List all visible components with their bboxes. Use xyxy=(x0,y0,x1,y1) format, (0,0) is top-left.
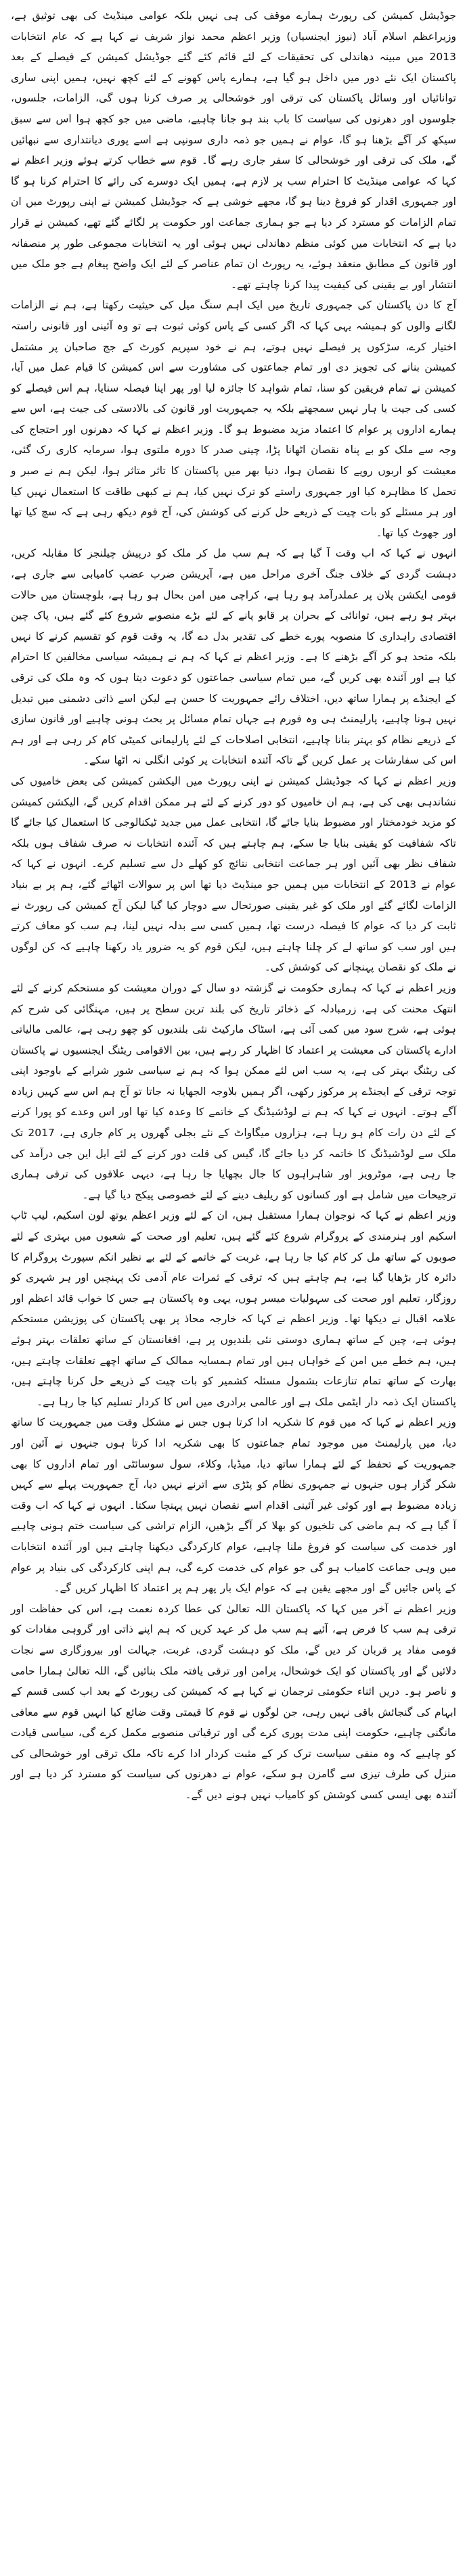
article-body xyxy=(11,5,456,1806)
article-paragraph: انہوں نے کہا کہ اب وقت آ گیا ہے کہ ہم سب مل کر ملک کو درپیش چیلنجز کا مقابلہ کریں، دہشت گردی کے خلاف جنگ آخری مراحل میں ہے، آپریشن ضرب عضب کامیابی سے جاری ہے، قومی ایکشن پلان پر عملدرآمد ہو رہا ہے، کراچی میں امن بحال ہو رہا ہے، بلوچستان میں حالات بہتر ہو رہے ہیں، توانائی کے بحران پر قابو پانے کے لئے بڑے منصوبے شروع کئے گئے ہیں، پاک چین اقتصادی راہداری کا منصوبہ پورے خطے کی تقدیر بدل دے گا، یہ وقت قوم کو تقسیم کرنے کا نہیں بلکہ متحد ہو کر آگے بڑھنے کا ہے۔ وزیر اعظم نے کہا کہ ہم نے ہمیشہ سیاسی مخالفین کا احترام کیا ہے اور آئندہ بھی کریں گے، میں تمام سیاسی جماعتوں کو دعوت دیتا ہوں کہ وہ ملک کی ترقی کے ایجنڈے پر ہمارا ساتھ دیں، اختلاف رائے جمہوریت کا حسن ہے لیکن اسے ذاتی دشمنی میں تبدیل نہیں ہونا چاہیے، پارلیمنٹ ہی وہ فورم ہے جہاں تمام مسائل پر بحث ہونی چاہیے اور قانون سازی کے ذریعے نظام کو بہتر بنانا چاہیے، انتخابی اصلاحات کے لئے پارلیمانی کمیٹی کام کر رہی ہے اور ہم اس کی سفارشات پر عمل کریں گے تاکہ آئندہ انتخابات پر کوئی انگلی نہ اٹھا سکے۔ xyxy=(11,547,456,767)
article-paragraph: آج کا دن پاکستان کی جمہوری تاریخ میں ایک اہم سنگ میل کی حیثیت رکھتا ہے، ہم نے الزامات لگانے والوں کو ہمیشہ یہی کہا کہ اگر کسی کے پاس کوئی ثبوت ہے تو وہ آئینی اور قانونی راستہ اختیار کرے، سڑکوں پر فیصلے نہیں ہوتے، ہم نے خود سپریم کورٹ کے جج صاحبان پر مشتمل کمیشن بنانے کی تجویز دی اور تمام جماعتوں کی مشاورت سے اس کمیشن کا قیام عمل میں آیا، کمیشن نے تمام فریقین کو سنا، تمام شواہد کا جائزہ لیا اور پھر اپنا فیصلہ سنایا، ہم اس فیصلے کو کسی کی جیت یا ہار نہیں سمجھتے بلکہ یہ جمہوریت اور قانون کی بالادستی کی جیت ہے، اس سے ہمارے اداروں پر عوام کا اعتماد مزید مضبوط ہو گا۔ وزیر اعظم نے کہا کہ دھرنوں اور احتجاج کی وجہ سے ملک کو بے پناہ نقصان اٹھانا پڑا، چینی صدر کا دورہ ملتوی ہوا، سرمایہ کاری رک گئی، معیشت کو اربوں روپے کا نقصان ہوا، دنیا بھر میں پاکستان کا تاثر متاثر ہوا، لیکن ہم نے صبر و تحمل کا مظاہرہ کیا اور جمہوری راستے کو ترک نہیں کیا، ہم نے کبھی طاقت کا استعمال نہیں کیا اور ہر مسئلے کو بات چیت کے ذریعے حل کرنے کی کوشش کی، آج قوم دیکھ رہی ہے کہ سچ کیا تھا اور جھوٹ کیا تھا۔ xyxy=(11,299,456,539)
article-paragraph: وزیر اعظم نے آخر میں کہا کہ پاکستان اللہ تعالیٰ کی عطا کردہ نعمت ہے، اس کی حفاظت اور ترقی ہم سب کا فرض ہے، آئیے ہم سب مل کر عہد کریں کہ ہم اپنے ذاتی اور گروہی مفادات کو قومی مفاد پر قربان کر دیں گے، ملک کو دہشت گردی، غربت، جہالت اور بیروزگاری سے نجات دلائیں گے اور پاکستان کو ایک خوشحال، پرامن اور ترقی یافتہ ملک بنائیں گے، اللہ تعالیٰ ہمارا حامی و ناصر ہو۔ دریں اثناء حکومتی ترجمان نے کہا ہے کہ کمیشن کی رپورٹ کے بعد اب کسی قسم کے ابہام کی گنجائش باقی نہیں رہی، جن لوگوں نے قوم کا قیمتی وقت ضائع کیا انہیں قوم سے معافی مانگنی چاہیے، حکومت اپنی مدت پوری کرے گی اور ترقیاتی منصوبے مکمل کرے گی، سیاسی قیادت کو چاہیے کہ وہ منفی سیاست ترک کر کے مثبت کردار ادا کرے تاکہ ملک ترقی اور خوشحالی کی منزل کی طرف تیزی سے گامزن ہو سکے، عوام نے دھرنوں کی سیاست کو مسترد کر دیا ہے اور آئندہ بھی ایسی کسی کوشش کو کامیاب نہیں ہونے دیں گے۔ xyxy=(11,1602,456,1802)
article-paragraph: وزیر اعظم نے کہا کہ جوڈیشل کمیشن نے اپنی رپورٹ میں الیکشن کمیشن کی بعض خامیوں کی نشاندہی بھی کی ہے، ہم ان خامیوں کو دور کرنے کے لئے ہر ممکن اقدام کریں گے، الیکشن کمیشن کو مزید خودمختار اور مضبوط بنایا جائے گا، انتخابی عمل میں جدید ٹیکنالوجی کا استعمال کیا جائے گا تاکہ شفافیت کو یقینی بنایا جا سکے، ہم چاہتے ہیں کہ آئندہ انتخابات نہ صرف شفاف ہوں بلکہ شفاف نظر بھی آئیں اور ہر جماعت انتخابی نتائج کو کھلے دل سے تسلیم کرے۔ انہوں نے کہا کہ عوام نے 2013 کے انتخابات میں ہمیں جو مینڈیٹ دیا تھا اس پر سوالات اٹھائے گئے، ہم پر بے بنیاد الزامات لگائے گئے اور ملک کو غیر یقینی صورتحال سے دوچار کیا گیا لیکن آج کمیشن کی رپورٹ نے ثابت کر دیا کہ عوام کا فیصلہ درست تھا، ہمیں کسی سے بدلہ نہیں لینا، ہم سب کو معاف کرتے ہیں اور سب کو ساتھ لے کر چلنا چاہتے ہیں، لیکن قوم کو یہ ضرور یاد رکھنا چاہیے کہ کن لوگوں نے ملک کو نقصان پہنچانے کی کوشش کی۔ xyxy=(11,774,457,974)
article-paragraph: وزیر اعظم نے کہا کہ میں قوم کا شکریہ ادا کرتا ہوں جس نے مشکل وقت میں جمہوریت کا ساتھ دیا، میں پارلیمنٹ میں موجود تمام جماعتوں کا بھی شکریہ ادا کرتا ہوں جنہوں نے آئین اور جمہوریت کے تحفظ کے لئے ہمارا ساتھ دیا، میڈیا، وکلاء، سول سوسائٹی اور تمام اداروں کا بھی شکر گزار ہوں جنہوں نے جمہوری نظام کو پٹڑی سے اترنے نہیں دیا، آج جمہوریت پہلے سے کہیں زیادہ مضبوط ہے اور کوئی غیر آئینی اقدام اسے نقصان نہیں پہنچا سکتا۔ انہوں نے کہا کہ اب وقت آ گیا ہے کہ ہم ماضی کی تلخیوں کو بھلا کر آگے بڑھیں، الزام تراشی کی سیاست ختم ہونی چاہیے اور خدمت کی سیاست کو فروغ ملنا چاہیے، عوام کارکردگی دیکھنا چاہتے ہیں اور آئندہ انتخابات میں وہی جماعت کامیاب ہو گی جو عوام کی خدمت کرے گی، ہم اپنی کارکردگی کی بنیاد پر عوام کے پاس جائیں گے اور مجھے یقین ہے کہ عوام ایک بار پھر ہم پر اعتماد کا اظہار کریں گے۔ xyxy=(11,1416,456,1595)
article-paragraph: جوڈیشل کمیشن کی رپورٹ ہمارے موقف کی ہی نہیں بلکہ عوامی مینڈیٹ کی بھی توثیق ہے، وزیراعظم اسلام آباد (نیوز ایجنسیاں) وزیر اعظم محمد نواز شریف نے کہا ہے کہ عام انتخابات 2013 میں مبینہ دھاندلی کی تحقیقات کے لئے قائم کئے گئے جوڈیشل کمیشن کے فیصلے کے بعد پاکستان ایک نئے دور میں داخل ہو گیا ہے، ہمارے پاس کھونے کے لئے کچھ نہیں، ہمیں اپنی ساری توانائیاں اور وسائل پاکستان کی ترقی اور خوشحالی پر صرف کرنا ہوں گی، الزامات، جلسوں، جلوسوں اور دھرنوں کی سیاست کا باب بند ہو جانا چاہیے، ماضی میں جو کچھ ہوا اس سے سبق سیکھ کر آگے بڑھنا ہو گا، عوام نے ہمیں جو ذمہ داری سونپی ہے اسے پوری دیانتداری سے نبھائیں گے، ملک کی ترقی اور خوشحالی کا سفر جاری رہے گا۔ قوم سے خطاب کرتے ہوئے وزیر اعظم نے کہا کہ عوامی مینڈیٹ کا احترام سب پر لازم ہے، ہمیں ایک دوسرے کی رائے کا احترام کرنا ہو گا اور جمہوری اقدار کو فروغ دینا ہو گا، مجھے خوشی ہے کہ جوڈیشل کمیشن نے اپنی رپورٹ میں ان تمام الزامات کو مسترد کر دیا ہے جو ہماری جماعت اور حکومت پر لگائے گئے تھے، کمیشن نے قرار دیا ہے کہ انتخابات میں کوئی منظم دھاندلی نہیں ہوئی اور یہ انتخابات مجموعی طور پر منصفانہ اور قانون کے مطابق منعقد ہوئے، یہ رپورٹ ان تمام عناصر کے لئے ایک واضح پیغام ہے جو ملک میں انتشار اور بے یقینی کی کیفیت پیدا کرنا چاہتے تھے۔ xyxy=(11,9,456,291)
article-paragraph: وزیر اعظم نے کہا کہ نوجوان ہمارا مستقبل ہیں، ان کے لئے وزیر اعظم یوتھ لون اسکیم، لیپ ٹاپ اسکیم اور ہنرمندی کے پروگرام شروع کئے گئے ہیں، تعلیم اور صحت کے شعبوں میں بہتری کے لئے صوبوں کے ساتھ مل کر کام کیا جا رہا ہے، غربت کے خاتمے کے لئے بے نظیر انکم سپورٹ پروگرام کا دائرہ کار بڑھایا گیا ہے، ہم چاہتے ہیں کہ ترقی کے ثمرات عام آدمی تک پہنچیں اور ہر شہری کو روزگار، تعلیم اور صحت کی سہولیات میسر ہوں، یہی وہ پاکستان ہے جس کا خواب قائد اعظم اور علامہ اقبال نے دیکھا تھا۔ وزیر اعظم نے کہا کہ خارجہ محاذ پر بھی پاکستان کی پوزیشن مستحکم ہوئی ہے، چین کے ساتھ ہماری دوستی نئی بلندیوں پر ہے، افغانستان کے ساتھ تعلقات بہتر ہوئے ہیں، ہم خطے میں امن کے خواہاں ہیں اور تمام ہمسایہ ممالک کے ساتھ اچھے تعلقات چاہتے ہیں، بھارت کے ساتھ تمام تنازعات بشمول مسئلہ کشمیر کو بات چیت کے ذریعے حل کرنا چاہتے ہیں، پاکستان ایک ذمہ دار ایٹمی ملک ہے اور عالمی برادری میں اس کا کردار تسلیم کیا جا رہا ہے۔ xyxy=(11,1209,456,1408)
article-paragraph: وزیر اعظم نے کہا کہ ہماری حکومت نے گزشتہ دو سال کے دوران معیشت کو مستحکم کرنے کے لئے انتھک محنت کی ہے، زرمبادلہ کے ذخائر تاریخ کی بلند ترین سطح پر ہیں، مہنگائی کی شرح کم ہوئی ہے، شرح سود میں کمی آئی ہے، اسٹاک مارکیٹ نئی بلندیوں کو چھو رہی ہے، عالمی مالیاتی ادارے پاکستان کی معیشت پر اعتماد کا اظہار کر رہے ہیں، بین الاقوامی ریٹنگ ایجنسیوں نے پاکستان کی ریٹنگ بہتر کی ہے، یہ سب اس لئے ممکن ہوا کہ ہم نے سیاسی شور شرابے کے باوجود اپنی توجہ ترقی کے ایجنڈے پر مرکوز رکھی، اگر ہمیں بلاوجہ الجھایا نہ جاتا تو آج ہم اس سے کہیں زیادہ آگے ہوتے۔ انہوں نے کہا کہ ہم نے لوڈشیڈنگ کے خاتمے کا وعدہ کیا تھا اور اس وعدے کو پورا کرنے کے لئے دن رات کام ہو رہا ہے، ہزاروں میگاواٹ کے نئے بجلی گھروں پر کام جاری ہے، 2017 تک ملک سے لوڈشیڈنگ کا خاتمہ کر دیا جائے گا، گیس کی قلت دور کرنے کے لئے ایل این جی درآمد کی جا رہی ہے، موٹرویز اور شاہراہوں کا جال بچھایا جا رہا ہے، دیہی علاقوں کی ترقی ہماری ترجیحات میں شامل ہے اور کسانوں کو ریلیف دینے کے لئے خصوصی پیکج دیا گیا ہے۔ xyxy=(11,981,456,1201)
